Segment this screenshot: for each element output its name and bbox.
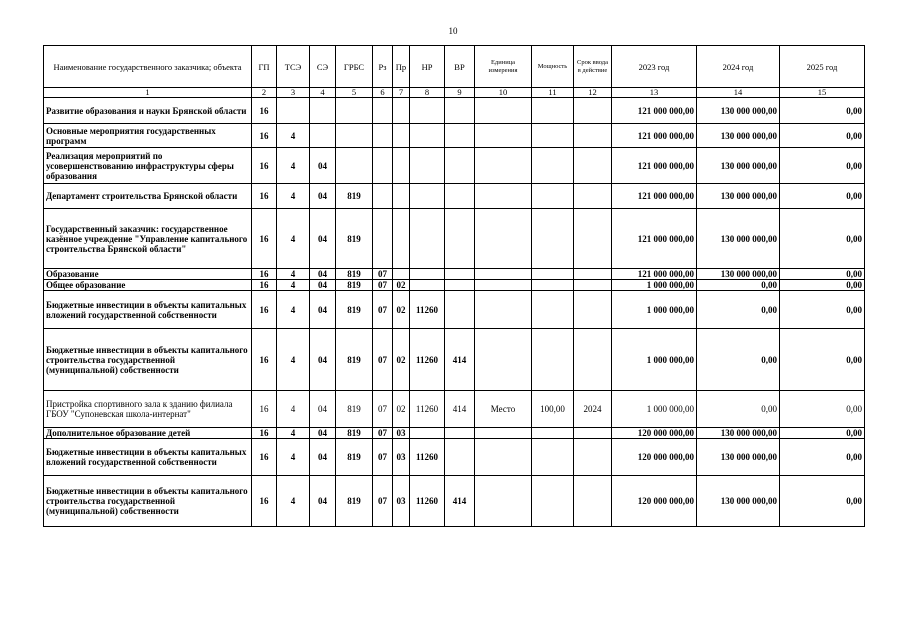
se-cell: 04 [310,439,336,476]
np-cell [410,184,445,209]
page-number: 10 [448,26,458,36]
power-cell [532,98,574,124]
np-cell: 11260 [410,476,445,527]
header-grbs: ГРБС [336,46,373,88]
name-cell: Реализация мероприятий по усовершенствованию инфраструктуры сферы образования [44,148,252,184]
rz-cell [373,148,393,184]
header-np: НР [410,46,445,88]
tse-cell: 4 [277,148,310,184]
header-row [44,46,865,88]
se-cell: 04 [310,428,336,439]
col-number: 13 [612,88,697,98]
np-cell: 11260 [410,391,445,428]
se-cell [310,124,336,148]
power-cell [532,291,574,329]
pr-cell [393,209,410,269]
se-cell: 04 [310,148,336,184]
tse-cell: 4 [277,209,310,269]
vr-cell: 414 [445,391,475,428]
power-cell [532,329,574,391]
unit-cell [475,428,532,439]
vr-cell [445,291,475,329]
amount-2023-cell: 120 000 000,00 [612,428,697,439]
power-cell [532,439,574,476]
pr-cell: 02 [393,291,410,329]
header-rz: Рз [373,46,393,88]
amount-2025-cell: 0,00 [780,476,865,527]
pr-cell: 02 [393,280,410,291]
power-cell: 100,00 [532,391,574,428]
pr-cell: 03 [393,476,410,527]
tse-cell: 4 [277,476,310,527]
col-number: 9 [445,88,475,98]
amount-2023-cell: 120 000 000,00 [612,476,697,527]
col-number: 8 [410,88,445,98]
rz-cell [373,124,393,148]
tse-cell: 4 [277,428,310,439]
tse-cell: 4 [277,291,310,329]
rz-cell: 07 [373,329,393,391]
np-cell [410,148,445,184]
power-cell [532,280,574,291]
col-number: 10 [475,88,532,98]
table-row [44,291,865,329]
amount-2024-cell: 0,00 [697,329,780,391]
pr-cell [393,124,410,148]
grbs-cell: 819 [336,184,373,209]
unit-cell [475,280,532,291]
table-row [44,280,865,291]
col-number: 11 [532,88,574,98]
table-row [44,124,865,148]
np-cell [410,124,445,148]
unit-cell [475,291,532,329]
gp-cell: 16 [252,428,277,439]
name-cell: Основные мероприятия государственных программ [44,124,252,148]
gp-cell: 16 [252,209,277,269]
header-2024: 2024 год [697,46,780,88]
amount-2024-cell: 130 000 000,00 [697,439,780,476]
table-row [44,184,865,209]
name-cell: Пристройка спортивного зала к зданию филиала ГБОУ "Супоневская школа-интернат" [44,391,252,428]
term-cell [574,291,612,329]
amount-2023-cell: 121 000 000,00 [612,269,697,280]
vr-cell [445,209,475,269]
amount-2025-cell: 0,00 [780,291,865,329]
term-cell [574,269,612,280]
amount-2024-cell: 130 000 000,00 [697,148,780,184]
table-row [44,148,865,184]
tse-cell: 4 [277,124,310,148]
name-cell: Бюджетные инвестиции в объекты капитальных вложений государственной собственности [44,291,252,329]
name-cell: Дополнительное образование детей [44,428,252,439]
gp-cell: 16 [252,98,277,124]
amount-2025-cell: 0,00 [780,184,865,209]
unit-cell: Место [475,391,532,428]
se-cell: 04 [310,209,336,269]
name-cell: Бюджетные инвестиции в объекты капитальных вложений государственной собственности [44,439,252,476]
pr-cell: 02 [393,329,410,391]
col-number: 12 [574,88,612,98]
table-row [44,209,865,269]
se-cell: 04 [310,269,336,280]
term-cell [574,184,612,209]
col-number: 7 [393,88,410,98]
tse-cell: 4 [277,439,310,476]
term-cell [574,329,612,391]
name-cell: Государственный заказчик: государственное казённое учреждение "Управление капитального строительства Брянской области" [44,209,252,269]
amount-2023-cell: 121 000 000,00 [612,98,697,124]
amount-2025-cell: 0,00 [780,98,865,124]
gp-cell: 16 [252,124,277,148]
pr-cell [393,148,410,184]
term-cell [574,148,612,184]
rz-cell: 07 [373,291,393,329]
term-cell [574,280,612,291]
name-cell: Общее образование [44,280,252,291]
gp-cell: 16 [252,476,277,527]
se-cell: 04 [310,476,336,527]
name-cell: Развитие образования и науки Брянской области [44,98,252,124]
amount-2024-cell: 0,00 [697,280,780,291]
term-cell [574,476,612,527]
gp-cell: 16 [252,391,277,428]
vr-cell [445,269,475,280]
pr-cell [393,184,410,209]
table-row [44,391,865,428]
name-cell: Бюджетные инвестиции в объекты капитального строительства государственной (муниципальной) собственности [44,476,252,527]
gp-cell: 16 [252,148,277,184]
gp-cell: 16 [252,291,277,329]
se-cell [310,98,336,124]
term-cell: 2024 [574,391,612,428]
np-cell [410,209,445,269]
term-cell [574,98,612,124]
amount-2023-cell: 121 000 000,00 [612,209,697,269]
amount-2025-cell: 0,00 [780,209,865,269]
vr-cell: 414 [445,476,475,527]
amount-2025-cell: 0,00 [780,439,865,476]
amount-2024-cell: 0,00 [697,291,780,329]
amount-2024-cell: 0,00 [697,391,780,428]
rz-cell: 07 [373,476,393,527]
grbs-cell: 819 [336,291,373,329]
tse-cell: 4 [277,391,310,428]
np-cell: 11260 [410,329,445,391]
amount-2023-cell: 1 000 000,00 [612,391,697,428]
gp-cell: 16 [252,184,277,209]
grbs-cell: 819 [336,269,373,280]
np-cell: 11260 [410,439,445,476]
np-cell [410,269,445,280]
vr-cell [445,428,475,439]
se-cell: 04 [310,391,336,428]
pr-cell: 02 [393,391,410,428]
rz-cell: 07 [373,391,393,428]
grbs-cell: 819 [336,209,373,269]
amount-2024-cell: 130 000 000,00 [697,269,780,280]
power-cell [532,184,574,209]
amount-2023-cell: 1 000 000,00 [612,291,697,329]
term-cell [574,124,612,148]
power-cell [532,476,574,527]
term-cell [574,439,612,476]
header-unit: Единица измерения [475,46,532,88]
grbs-cell [336,124,373,148]
rz-cell [373,184,393,209]
pr-cell [393,98,410,124]
unit-cell [475,209,532,269]
unit-cell [475,439,532,476]
amount-2025-cell: 0,00 [780,148,865,184]
header-tse: ТСЭ [277,46,310,88]
amount-2023-cell: 120 000 000,00 [612,439,697,476]
tse-cell [277,98,310,124]
amount-2025-cell: 0,00 [780,280,865,291]
np-cell [410,98,445,124]
amount-2024-cell: 130 000 000,00 [697,428,780,439]
amount-2024-cell: 130 000 000,00 [697,124,780,148]
power-cell [532,148,574,184]
rz-cell [373,209,393,269]
header-term: Срок ввода в действие [574,46,612,88]
header-gp: ГП [252,46,277,88]
table-row [44,269,865,280]
col-number: 5 [336,88,373,98]
pr-cell [393,269,410,280]
vr-cell [445,439,475,476]
table-row [44,439,865,476]
amount-2025-cell: 0,00 [780,329,865,391]
header-power: Мощность [532,46,574,88]
tse-cell: 4 [277,329,310,391]
unit-cell [475,184,532,209]
power-cell [532,428,574,439]
table-row [44,428,865,439]
power-cell [532,209,574,269]
col-number: 6 [373,88,393,98]
gp-cell: 16 [252,329,277,391]
pr-cell: 03 [393,439,410,476]
amount-2025-cell: 0,00 [780,269,865,280]
amount-2024-cell: 130 000 000,00 [697,184,780,209]
unit-cell [475,476,532,527]
tse-cell: 4 [277,269,310,280]
col-number: 1 [44,88,252,98]
unit-cell [475,148,532,184]
table-row [44,98,865,124]
rz-cell: 07 [373,428,393,439]
name-cell: Образование [44,269,252,280]
col-number: 15 [780,88,865,98]
term-cell [574,428,612,439]
header-se: СЭ [310,46,336,88]
vr-cell [445,98,475,124]
header-2023: 2023 год [612,46,697,88]
amount-2025-cell: 0,00 [780,124,865,148]
se-cell: 04 [310,329,336,391]
se-cell: 04 [310,280,336,291]
header-2025: 2025 год [780,46,865,88]
grbs-cell: 819 [336,428,373,439]
table-row [44,329,865,391]
budget-table [43,45,865,527]
vr-cell [445,148,475,184]
rz-cell: 07 [373,269,393,280]
amount-2023-cell: 1 000 000,00 [612,280,697,291]
grbs-cell: 819 [336,329,373,391]
power-cell [532,124,574,148]
col-number: 3 [277,88,310,98]
tse-cell: 4 [277,184,310,209]
column-number-row [44,88,865,98]
amount-2025-cell: 0,00 [780,391,865,428]
amount-2024-cell: 130 000 000,00 [697,476,780,527]
header-name: Наименование государственного заказчика; объекта [44,46,252,88]
np-cell: 11260 [410,291,445,329]
vr-cell [445,184,475,209]
vr-cell [445,124,475,148]
header-pr: Пр [393,46,410,88]
header-vr: ВР [445,46,475,88]
np-cell [410,428,445,439]
amount-2025-cell: 0,00 [780,428,865,439]
amount-2023-cell: 121 000 000,00 [612,124,697,148]
pr-cell: 03 [393,428,410,439]
amount-2023-cell: 1 000 000,00 [612,329,697,391]
col-number: 14 [697,88,780,98]
amount-2023-cell: 121 000 000,00 [612,148,697,184]
grbs-cell: 819 [336,439,373,476]
gp-cell: 16 [252,439,277,476]
tse-cell: 4 [277,280,310,291]
power-cell [532,269,574,280]
grbs-cell [336,98,373,124]
grbs-cell: 819 [336,280,373,291]
se-cell: 04 [310,291,336,329]
unit-cell [475,269,532,280]
grbs-cell: 819 [336,476,373,527]
col-number: 2 [252,88,277,98]
rz-cell: 07 [373,280,393,291]
amount-2024-cell: 130 000 000,00 [697,98,780,124]
amount-2024-cell: 130 000 000,00 [697,209,780,269]
vr-cell: 414 [445,329,475,391]
table-row [44,476,865,527]
gp-cell: 16 [252,269,277,280]
unit-cell [475,124,532,148]
rz-cell [373,98,393,124]
vr-cell [445,280,475,291]
grbs-cell [336,148,373,184]
np-cell [410,280,445,291]
se-cell: 04 [310,184,336,209]
name-cell: Бюджетные инвестиции в объекты капитального строительства государственной (муниципальной) собственности [44,329,252,391]
col-number: 4 [310,88,336,98]
gp-cell: 16 [252,280,277,291]
term-cell [574,209,612,269]
rz-cell: 07 [373,439,393,476]
name-cell: Департамент строительства Брянской области [44,184,252,209]
grbs-cell: 819 [336,391,373,428]
unit-cell [475,329,532,391]
amount-2023-cell: 121 000 000,00 [612,184,697,209]
unit-cell [475,98,532,124]
